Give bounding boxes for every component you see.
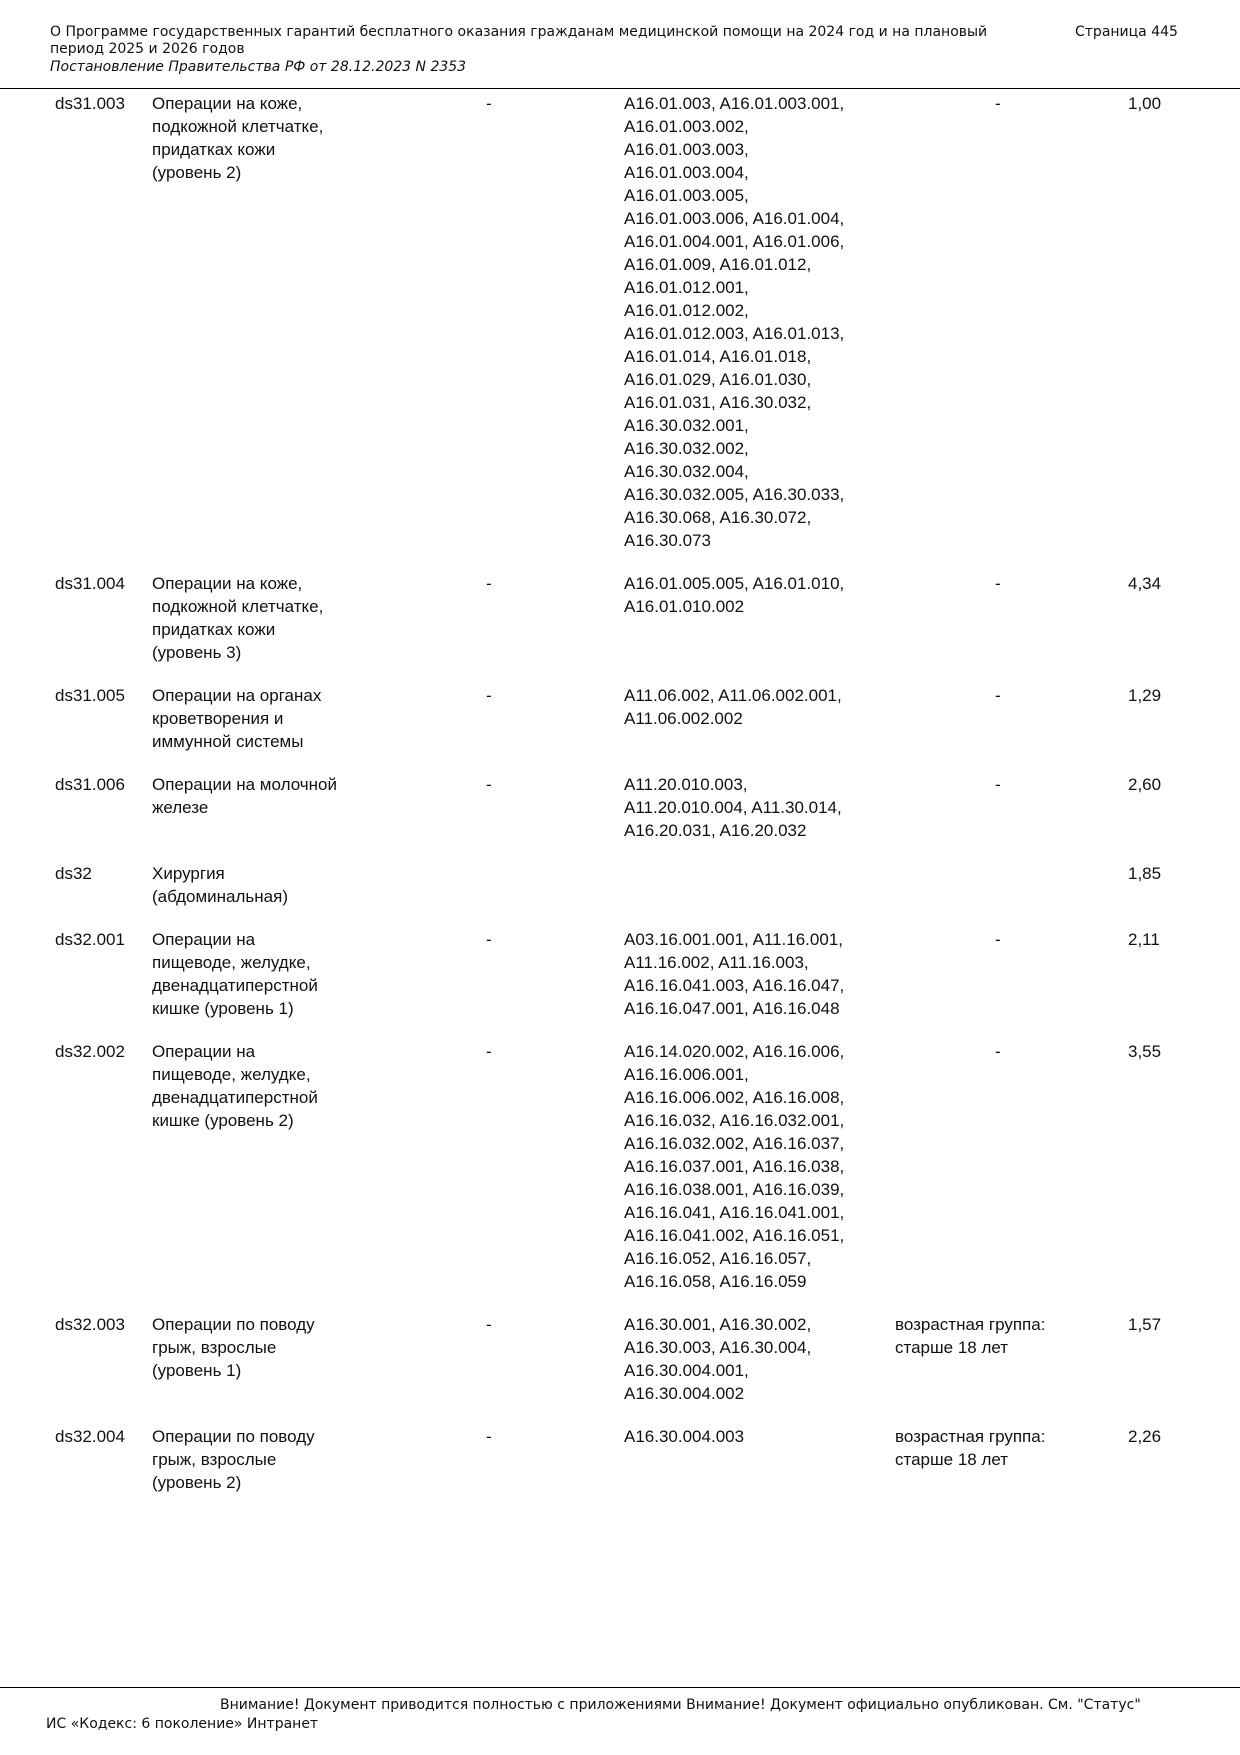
row-coefficient: 1,57	[1128, 1315, 1162, 1334]
row-coefficient: 2,26	[1128, 1427, 1162, 1446]
row-name: Операции на молочной железе	[152, 775, 337, 817]
row-name: Операции на коже, подкожной клетчатке, придатках кожи (уровень 2)	[152, 94, 324, 182]
table-row	[0, 92, 1240, 572]
row-code: ds32.004	[55, 1427, 125, 1446]
row-code: ds32.003	[55, 1315, 125, 1334]
table-row	[0, 572, 1240, 684]
row-name: Операции по поводу грыж, взрослые (уровень 1)	[152, 1315, 315, 1380]
table-row	[0, 684, 1240, 773]
table	[0, 92, 1240, 1514]
footer-divider	[0, 1687, 1240, 1688]
table-row	[0, 1313, 1240, 1425]
header-divider	[0, 88, 1240, 89]
row-name: Операции на органах кроветворения и иммунной системы	[152, 686, 322, 751]
row-operations: A16.01.003, A16.01.003.001, A16.01.003.002, A16.01.003.003, A16.01.003.004, A16.01.003.005, A16.01.003.006, A16.01.004, A16.01.004.001, A16.01.006, A16.01.009, A16.01.012, A16.01.012.001, A16.01.012.002, A16.01.012.003, A16.01.013, A16.01.014, A16.01.018, A16.01.029, A16.01.030, A16.01.031, A16.30.032, A16.30.032.001, A16.30.032.002, A16.30.032.004, A16.30.032.005, A16.30.033, A16.30.068, A16.30.072, A16.30.073	[624, 94, 845, 550]
row-operations: A11.06.002, A11.06.002.001, A11.06.002.002	[624, 686, 842, 728]
table-row	[0, 862, 1240, 928]
row-coefficient: 1,85	[1128, 864, 1162, 883]
row-coefficient: 1,29	[1128, 686, 1162, 705]
row-code: ds32.001	[55, 930, 125, 949]
row-operations: A16.14.020.002, A16.16.006, A16.16.006.001, A16.16.006.002, A16.16.008, A16.16.032, A16.16.032.001, A16.16.032.002, A16.16.037, A16.16.037.001, A16.16.038, A16.16.038.001, A16.16.039, A16.16.041, A16.16.041.001, A16.16.041.002, A16.16.051, A16.16.052, A16.16.057, A16.16.058, A16.16.059	[624, 1042, 845, 1291]
row-coefficient: 2,11	[1128, 930, 1160, 949]
row-dash-a: -	[486, 686, 492, 705]
row-name: Операции по поводу грыж, взрослые (уровень 2)	[152, 1427, 315, 1492]
row-criteria: -	[995, 574, 1001, 593]
row-operations: A16.30.001, A16.30.002, A16.30.003, A16.30.004, A16.30.004.001, A16.30.004.002	[624, 1315, 812, 1403]
document-title: О Программе государственных гарантий бесплатного оказания гражданам медицинской помощи на 2024 год и на плановый период 2025 и 2026 годов	[50, 24, 988, 57]
row-name: Хирургия (абдоминальная)	[152, 864, 288, 906]
row-dash-a: -	[486, 1315, 492, 1334]
table-row	[0, 1425, 1240, 1514]
row-criteria: -	[995, 94, 1001, 113]
row-code: ds32	[55, 864, 92, 883]
footer-notice: Внимание! Документ приводится полностью с приложениями Внимание! Документ официально опубликован. См. "Статус"	[220, 1697, 1141, 1713]
row-code: ds31.006	[55, 775, 125, 794]
row-criteria: -	[995, 1042, 1001, 1061]
row-criteria: возрастная группа: старше 18 лет	[895, 1315, 1046, 1357]
row-name: Операции на пищеводе, желудке, двенадцатиперстной кишке (уровень 2)	[152, 1042, 318, 1130]
row-operations: A16.01.005.005, A16.01.010, A16.01.010.002	[624, 574, 845, 616]
row-code: ds31.004	[55, 574, 125, 593]
row-code: ds31.003	[55, 94, 125, 113]
row-coefficient: 1,00	[1128, 94, 1162, 113]
row-code: ds31.005	[55, 686, 125, 705]
footer-system: ИС «Кодекс: 6 поколение» Интранет	[46, 1716, 319, 1732]
row-dash-a: -	[486, 1042, 492, 1061]
table-row	[0, 773, 1240, 862]
row-coefficient: 3,55	[1128, 1042, 1162, 1061]
row-name: Операции на пищеводе, желудке, двенадцатиперстной кишке (уровень 1)	[152, 930, 318, 1018]
row-coefficient: 2,60	[1128, 775, 1162, 794]
row-name: Операции на коже, подкожной клетчатке, придатках кожи (уровень 3)	[152, 574, 324, 662]
row-operations: A16.30.004.003	[624, 1427, 745, 1446]
row-operations: A11.20.010.003, A11.20.010.004, A11.30.014, A16.20.031, A16.20.032	[624, 775, 842, 840]
table-row	[0, 928, 1240, 1040]
row-criteria: -	[995, 775, 1001, 794]
row-coefficient: 4,34	[1128, 574, 1162, 593]
row-dash-a: -	[486, 775, 492, 794]
row-dash-a: -	[486, 930, 492, 949]
row-dash-a: -	[486, 94, 492, 113]
row-dash-a: -	[486, 1427, 492, 1446]
document-subtitle: Постановление Правительства РФ от 28.12.2023 N 2353	[50, 59, 467, 75]
page-number: Страница 445	[1075, 24, 1178, 40]
row-criteria: -	[995, 686, 1001, 705]
row-code: ds32.002	[55, 1042, 125, 1061]
row-criteria: -	[995, 930, 1001, 949]
row-dash-a: -	[486, 574, 492, 593]
row-criteria: возрастная группа: старше 18 лет	[895, 1427, 1046, 1469]
table-row	[0, 1040, 1240, 1313]
row-operations: A03.16.001.001, A11.16.001, A11.16.002, A11.16.003, A16.16.041.003, A16.16.047, A16.16.047.001, A16.16.048	[624, 930, 845, 1018]
